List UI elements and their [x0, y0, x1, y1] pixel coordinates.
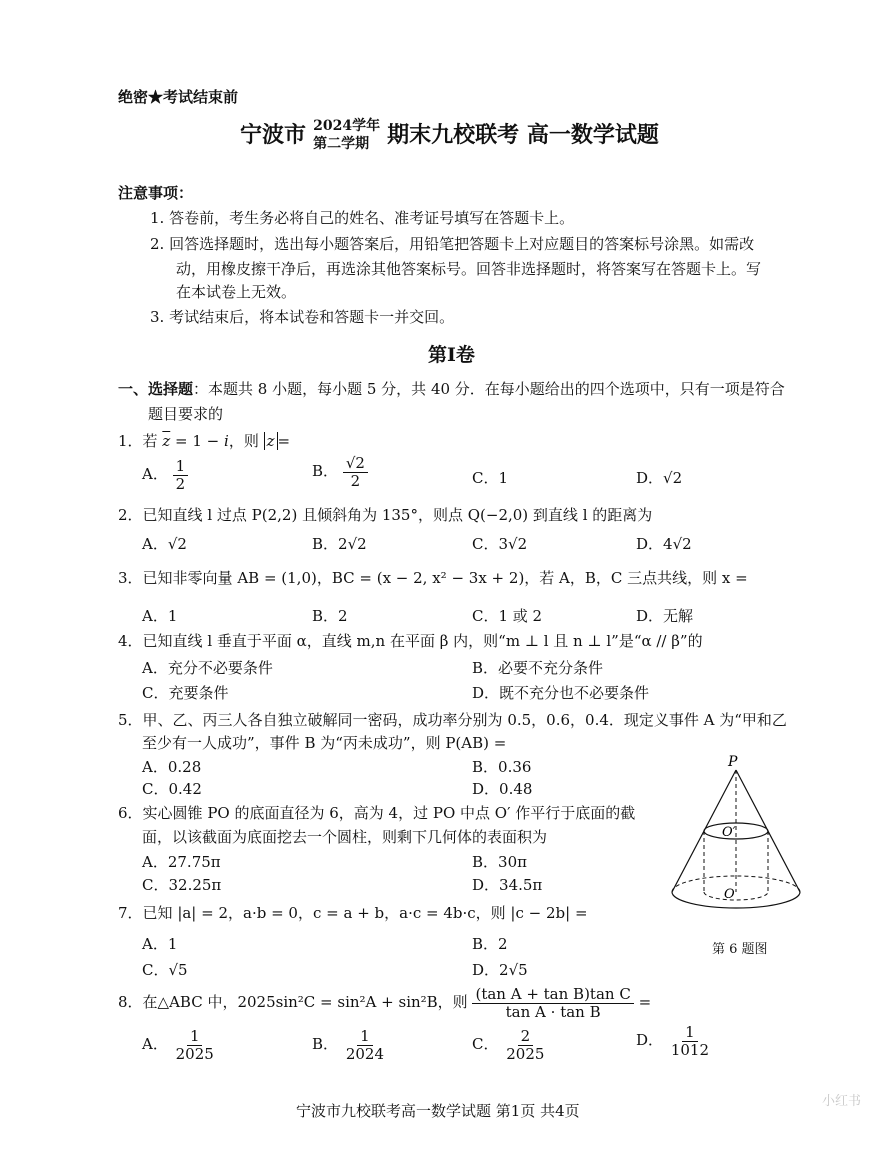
q8-d-label: D．: [636, 1031, 664, 1049]
q8-num: 8．: [118, 993, 143, 1011]
q8-c-num: 2: [518, 1028, 534, 1046]
q1-d-val: √2: [663, 469, 683, 487]
q1-i: i: [224, 432, 229, 450]
q8-a-frac: [173, 1028, 217, 1062]
q6-option-c: C．32.25π: [142, 876, 222, 894]
label-o: O: [724, 887, 735, 902]
note-item-2-end: 在本试卷上无效。: [176, 283, 297, 301]
note-item-2-cont: 动，用橡皮擦干净后，再选涂其他答案标号。回答非选择题时，将答案写在答题卡上。写: [176, 260, 762, 278]
q4-stem: [118, 630, 703, 651]
q8-d-den: 1012: [670, 1040, 709, 1059]
q1-d-label: D．: [636, 469, 664, 487]
q8-option-c: [472, 1028, 547, 1062]
q4-stem-text: 已知直线 l 垂直于平面 α，直线 m,n 在平面 β 内，则“m ⊥ l 且 n ⊥ l”是“α // β”的: [142, 632, 703, 650]
q8-a-label: A．: [142, 1035, 168, 1053]
q8-stem: [118, 986, 651, 1020]
q1-stem: [118, 430, 290, 451]
q6-cone-figure: [660, 752, 820, 922]
section-intro-bold: 一、选择题: [118, 380, 194, 398]
q6-option-d: D．34.5π: [472, 876, 543, 894]
q4-option-a: A．充分不必要条件: [142, 659, 273, 677]
q6-stem-text: 实心圆锥 PO 的底面直径为 6，高为 4，过 PO 中点 O′ 作平行于底面的截: [142, 804, 636, 822]
q8-option-d: [636, 1024, 712, 1058]
q2-option-a: A．√2: [142, 535, 187, 553]
q7-option-c: C．√5: [142, 961, 188, 979]
q3-option-b: B．2: [312, 607, 348, 625]
q6-stem-2: 面，以该截面为底面挖去一个圆柱，则剩下几何体的表面积为: [142, 828, 548, 846]
q1-a-frac: [173, 458, 189, 492]
q8-d-frac: [668, 1024, 712, 1058]
q8-b-label: B．: [312, 1035, 339, 1053]
q1-b-label: B．: [312, 462, 339, 480]
title-term: 第二学期: [313, 135, 370, 152]
q7-option-b: B．2: [472, 935, 508, 953]
q5-stem-2: 至少有一人成功”，事件 B 为“丙未成功”，则 P(AB) =: [142, 734, 507, 752]
cone-base-front: [672, 892, 800, 908]
q5-option-b: B．0.36: [472, 758, 532, 776]
q4-option-d: D．既不充分也不必要条件: [472, 684, 650, 702]
q1-b-den: 2: [350, 471, 361, 490]
q7-num: 7．: [118, 904, 143, 922]
label-p: P: [728, 754, 738, 770]
page-title: [240, 118, 659, 155]
note-item-3: 3. 考试结束后，将本试卷和答题卡一并交回。: [150, 308, 455, 326]
q8-expression-frac: [472, 986, 633, 1020]
q8-option-a: [142, 1028, 217, 1062]
q8-a-num: 1: [187, 1028, 203, 1046]
q2-option-b: B．2√2: [312, 535, 367, 553]
q5-option-c: C．0.42: [142, 780, 202, 798]
section-intro-2: 题目要求的: [148, 405, 224, 423]
q3-option-a: A．1: [142, 607, 178, 625]
q1-stem-a: 若: [142, 432, 158, 450]
section-title: 第Ⅰ卷: [428, 344, 475, 366]
q2-option-c: C．3√2: [472, 535, 528, 553]
q7-option-d: D．2√5: [472, 961, 528, 979]
q6-option-a: A．27.75π: [142, 853, 221, 871]
q1-stem-c: ，则: [228, 432, 259, 450]
page-footer: 宁波市九校联考高一数学试题 第1页 共4页: [296, 1102, 580, 1120]
q6-option-b: B．30π: [472, 853, 527, 871]
q6-num: 6．: [118, 804, 143, 822]
q1-a-label: A．: [142, 465, 168, 483]
title-city: 宁波市: [240, 122, 307, 148]
q2-option-d: D．4√2: [636, 535, 692, 553]
q1-a-num: 1: [173, 458, 189, 476]
note-item-2: 2. 回答选择题时，选出每小题答案后，用铅笔把答题卡上对应题目的答案标号涂黑。如需改: [150, 235, 755, 253]
q2-stem-text: 已知直线 l 过点 P(2,2) 且倾斜角为 135°，则点 Q(−2,0) 到直线 l 的距离为: [142, 506, 653, 524]
q1-a-den: 2: [175, 474, 186, 493]
watermark: 小红书: [822, 1094, 862, 1109]
q8-a-den: 2025: [175, 1044, 214, 1063]
cylinder-bottom: [704, 892, 768, 900]
q8-b-num: 1: [357, 1028, 373, 1046]
q6-stem-1: [118, 802, 635, 823]
q1-option-b: [312, 455, 368, 489]
q8-c-den: 2025: [506, 1044, 545, 1063]
label-o-prime: O′: [722, 825, 736, 840]
title-year: 2024学年: [313, 118, 381, 134]
q8-frac-den: tan A · tan B: [505, 1002, 601, 1021]
q1-option-d: [636, 467, 682, 488]
q4-option-c: C．充要条件: [142, 684, 229, 702]
secret-label: 绝密★考试结束前: [118, 88, 239, 106]
q1-b-num: √2: [343, 455, 368, 473]
q3-stem-text: 已知非零向量 AB = (1,0)，BC = (x − 2, x² − 3x + 2)，若 A，B，C 三点共线，则 x =: [142, 569, 748, 587]
q1-num: 1．: [118, 432, 143, 450]
q3-num: 3．: [118, 569, 143, 587]
q8-b-frac: [343, 1028, 387, 1062]
q3-stem: [118, 567, 748, 588]
q7-option-a: A．1: [142, 935, 178, 953]
q5-stem-1: [118, 709, 787, 730]
section-intro: [118, 378, 785, 399]
q5-num: 5．: [118, 711, 143, 729]
note-item-1: 1. 答卷前，考生务必将自己的姓名、准考证号填写在答题卡上。: [150, 209, 575, 227]
q7-stem-text: 已知 |a| = 2，a·b = 0，c = a + b，a·c = 4b·c，则 |c − 2b| =: [142, 904, 588, 922]
q5-option-d: D．0.48: [472, 780, 533, 798]
q8-c-label: C．: [472, 1035, 499, 1053]
notes-heading: 注意事项：: [118, 184, 194, 202]
q8-stem-text: 在△ABC 中，2025sin²C = sin²A + sin²B，则: [142, 993, 468, 1011]
q8-c-frac: [503, 1028, 547, 1062]
q1-b-frac: [343, 455, 368, 489]
q3-option-d: D．无解: [636, 607, 694, 625]
q4-option-b: B．必要不充分条件: [472, 659, 604, 677]
q5-stem-text: 甲、乙、丙三人各自独立破解同一密码，成功率分别为 0.5，0.6，0.4．现定义事件 A 为“甲和乙: [142, 711, 787, 729]
q1-zbar: $\overline{z}$: [162, 432, 171, 450]
title-term-block: [313, 118, 380, 153]
q3-option-c: C．1 或 2: [472, 607, 543, 625]
q7-stem: [118, 902, 588, 923]
q1-option-a: [142, 458, 188, 492]
q2-num: 2．: [118, 506, 143, 524]
q4-num: 4．: [118, 632, 143, 650]
q1-stem-d: =: [277, 432, 291, 450]
q6-figure-caption: 第 6 题图: [712, 942, 768, 957]
q2-stem: [118, 504, 652, 525]
q1-stem-b: = 1 −: [175, 432, 225, 450]
section-intro-text: ：本题共 8 小题，每小题 5 分，共 40 分．在每小题给出的四个选项中，只有一项是符合: [193, 380, 785, 398]
q5-option-a: A．0.28: [142, 758, 202, 776]
q8-frac-num: (tan A + tan B)tan C: [472, 986, 633, 1004]
title-exam: 期末九校联考 高一数学试题: [387, 122, 659, 148]
q8-d-num: 1: [682, 1024, 698, 1042]
q8-b-den: 2024: [345, 1044, 384, 1063]
q1-option-c: C．1: [472, 469, 509, 487]
q8-eq: =: [638, 993, 652, 1011]
q8-option-b: [312, 1028, 387, 1062]
q1-absz: z: [264, 432, 278, 450]
